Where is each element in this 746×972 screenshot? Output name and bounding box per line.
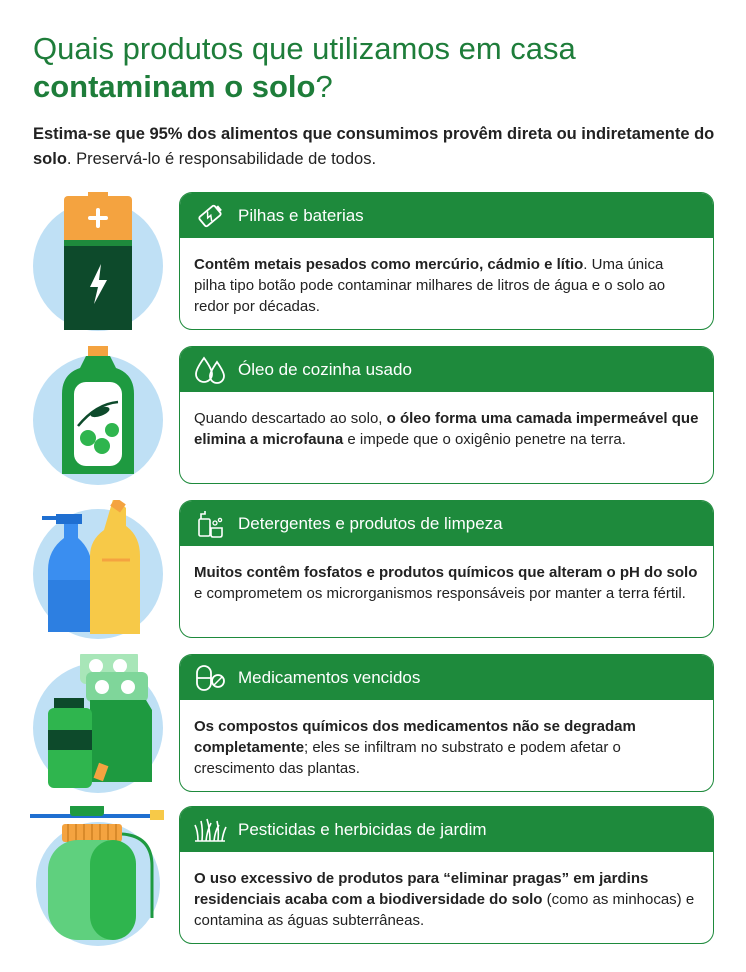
desc-part: (como as minhocas) e contamina as águas subterrâneas.: [194, 891, 695, 929]
card-title: Óleo de cozinha usado: [238, 359, 412, 379]
item-medicines: [0, 654, 746, 794]
card-title: Detergentes e produtos de limpeza: [238, 513, 503, 533]
card-description: [180, 392, 713, 450]
grass-icon: [192, 815, 228, 845]
page-title: [33, 30, 713, 106]
item-detergents: [0, 500, 746, 640]
desc-bold: Contêm metais pesados como mercúrio, cádmio e lítio: [194, 256, 584, 273]
card-medicines: [179, 654, 714, 792]
card-title: Pesticidas e herbicidas de jardim: [238, 819, 487, 839]
drops-icon: [192, 355, 228, 385]
desc-bold: Os compostos químicos dos medicamentos não se degradam completamente: [194, 718, 636, 756]
desc-part: ; eles se infiltram no substrato e podem afetar o crescimento das plantas.: [194, 739, 621, 777]
card-title: Medicamentos vencidos: [238, 667, 421, 687]
title-line-1: Quais produtos que utilizamos em casa: [33, 31, 576, 66]
desc-part: e comprometem os microrganismos responsáveis por manter a terra fértil.: [194, 585, 686, 602]
intro-text: [33, 122, 723, 172]
desc-bold: Muitos contêm fosfatos e produtos químicos que alteram o pH do solo: [194, 564, 698, 581]
card-oil: [179, 346, 714, 484]
card-header: [180, 655, 713, 700]
pills-icon: [192, 663, 228, 693]
sprayer-illustration: [30, 806, 170, 946]
intro-normal: . Preservá-lo é responsabilidade de todos.: [66, 150, 377, 168]
card-description: [180, 546, 713, 604]
card-batteries: [179, 192, 714, 330]
card-description: [180, 852, 713, 931]
card-header: [180, 193, 713, 238]
card-title: Pilhas e baterias: [238, 205, 364, 225]
desc-bold: o óleo forma uma camada impermeável que elimina a microfauna: [194, 410, 699, 448]
card-detergents: [179, 500, 714, 638]
detergent-illustration: [30, 500, 170, 640]
desc-part: Quando descartado ao solo,: [194, 410, 387, 427]
item-oil: [0, 346, 746, 486]
item-pesticides: [0, 806, 746, 946]
card-header: [180, 347, 713, 392]
desc-part: e impede que o oxigênio penetre na terra.: [343, 431, 626, 448]
cleaning-icon: [192, 509, 228, 539]
item-batteries: [0, 192, 746, 332]
title-line-2: [33, 69, 333, 104]
medicine-illustration: [30, 654, 170, 794]
desc-bold: O uso excessivo de produtos para “eliminar pragas” em jardins residenciais acaba com a biodiversidade do solo: [194, 870, 649, 908]
intro-bold: Estima-se que 95% dos alimentos que consumimos provêm direta ou indiretamente do solo: [33, 125, 715, 168]
card-header: [180, 807, 713, 852]
card-description: [180, 238, 713, 317]
battery-icon: [192, 201, 228, 231]
title-bold: contaminam o solo: [33, 69, 316, 104]
desc-part: . Uma única pilha tipo botão pode contaminar milhares de litros de água e o solo ao redor por décadas.: [194, 256, 666, 315]
card-description: [180, 700, 713, 779]
card-header: [180, 501, 713, 546]
card-pesticides: [179, 806, 714, 944]
oil-bottle-illustration: [30, 346, 170, 486]
battery-illustration: [30, 192, 170, 332]
title-end: ?: [315, 69, 333, 104]
